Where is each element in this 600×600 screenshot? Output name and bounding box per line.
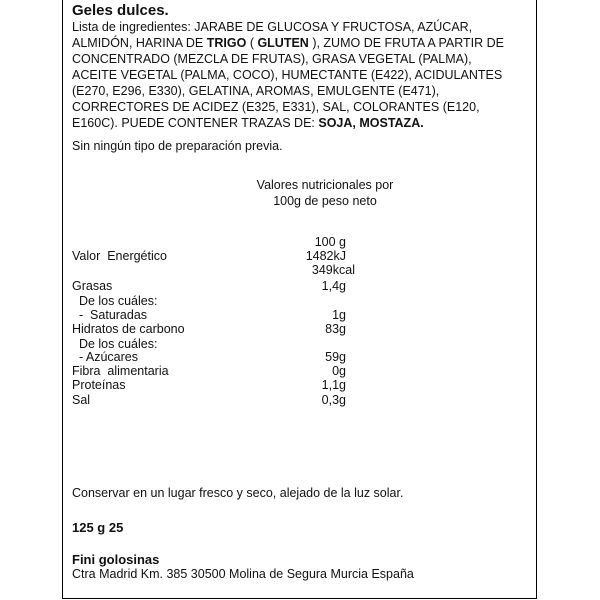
ingredients-line: ACEITE VEGETAL (PALMA, COCO), HUMECTANTE (E422), ACIDULANTES (72, 68, 503, 82)
nutrition-row-value: 83g (325, 322, 346, 336)
ingredients-list (72, 19, 532, 131)
nutrition-row-label: Hidratos de carbono (72, 322, 185, 336)
nutrition-header-line: Valores nutricionales por (256, 178, 394, 192)
manufacturer-name: Fini golosinas (72, 552, 160, 567)
nutrition-header (250, 177, 400, 209)
nutrition-row-label: Fibra alimentaria (72, 364, 169, 378)
nutrition-per-label: 100 g (314, 235, 346, 249)
storage-instructions: Conservar en un lugar fresco y seco, alejado de la luz solar. (72, 486, 404, 500)
nutrition-row-label: De los cuáles: (72, 294, 158, 308)
nutrition-header-line: 100g de peso neto (273, 194, 377, 208)
ingredients-line: CONCENTRADO (MEZCLA DE FRUTAS), GRASA VEGETAL (PALMA), (72, 52, 472, 66)
manufacturer-address: Ctra Madrid Km. 385 30500 Molina de Segura Murcia España (72, 567, 414, 581)
nutrition-row-value: 1g (332, 308, 346, 322)
nutrition-row-label: De los cuáles: (72, 337, 158, 351)
allergen-gluten: GLUTEN (257, 36, 309, 50)
product-title: Geles dulces. (72, 2, 169, 19)
nutrition-row-label: Sal (72, 393, 91, 407)
allergen-trigo: TRIGO (206, 36, 247, 50)
allergen-traces: SOJA, MOSTAZA. (318, 116, 424, 130)
nutrition-row-value: 349kcal (311, 263, 355, 277)
nutrition-row-value: 59g (325, 350, 346, 364)
nutrition-row-value: 1,4g (321, 279, 346, 293)
nutrition-row-label: Valor Energético (72, 249, 167, 263)
net-weight: 125 g 25 (72, 520, 124, 535)
preparation-note: Sin ningún tipo de preparación previa. (72, 139, 283, 153)
nutrition-row-value: 0,3g (321, 393, 346, 407)
nutrition-row-value: 1,1g (321, 378, 346, 392)
ingredients-line: E160C). PUEDE CONTENER TRAZAS DE: SOJA, MOSTAZA. (72, 116, 424, 130)
nutrition-row-label: Grasas (72, 279, 113, 293)
nutrition-row-label: Proteínas (72, 378, 126, 392)
ingredients-line: Lista de ingredientes: JARABE DE GLUCOSA Y FRUCTOSA, AZÚCAR, (72, 20, 473, 34)
ingredients-line: (E270, E296, E330), GELATINA, AROMAS, EMULGENTE (E471), (72, 84, 440, 98)
ingredients-line: CORRECTORES DE ACIDEZ (E325, E331), SAL, COLORANTES (E120, (72, 100, 480, 114)
nutrition-row-value: 0g (332, 364, 346, 378)
nutrition-row-value: 1482kJ (305, 249, 346, 263)
nutrition-row-label: - Azúcares (72, 350, 138, 364)
nutrition-row-label: - Saturadas (72, 308, 148, 322)
ingredients-line: ALMIDÓN, HARINA DE TRIGO ( GLUTEN ), ZUMO DE FRUTA A PARTIR DE (72, 36, 505, 50)
